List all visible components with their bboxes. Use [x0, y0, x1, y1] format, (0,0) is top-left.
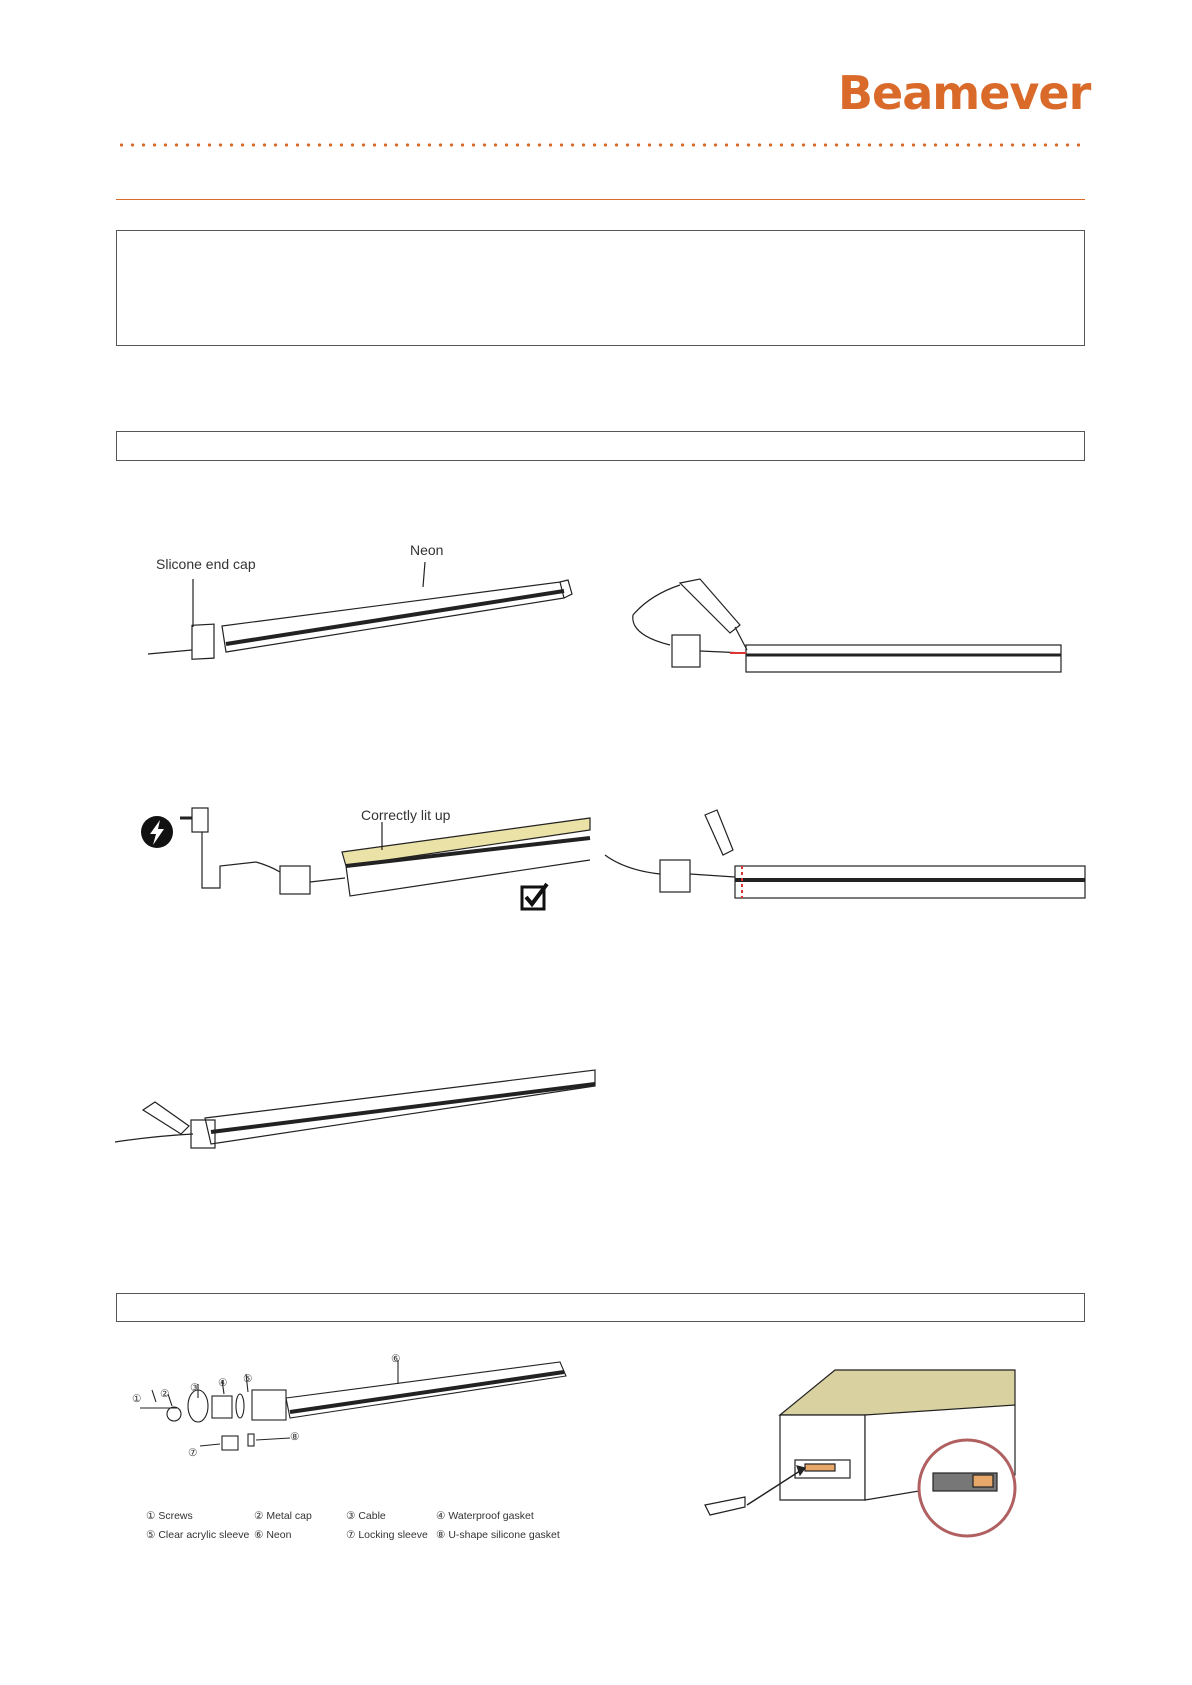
legend-1: ① Screws	[146, 1510, 193, 1522]
figure-profile-detail	[705, 1365, 1025, 1545]
legend-6: ⑥ Neon	[254, 1529, 292, 1541]
callout-7: ⑦	[188, 1447, 198, 1459]
figure-parts-exploded	[130, 1350, 590, 1490]
intro-box	[116, 230, 1085, 346]
dotted-divider	[116, 143, 1086, 147]
callout-3: ③	[190, 1382, 200, 1394]
legend-8: ⑧ U-shape silicone gasket	[436, 1529, 560, 1541]
neon-label: Neon	[410, 542, 444, 558]
callout-6: ⑥	[391, 1353, 401, 1365]
legend-2: ② Metal cap	[254, 1510, 312, 1522]
callout-5: ⑤	[243, 1373, 253, 1385]
figure-end-cap-neon	[140, 560, 610, 700]
section-header-box-2	[116, 1293, 1085, 1322]
end-cap-label: Slicone end cap	[156, 556, 256, 572]
legend-7: ⑦ Locking sleeve	[346, 1529, 428, 1541]
checkbox-check-icon	[519, 882, 549, 912]
legend-5: ⑤ Clear acrylic sleeve	[146, 1529, 250, 1541]
figure-seal-end	[115, 1060, 595, 1160]
header-rule	[116, 199, 1085, 200]
section-header-box-1	[116, 431, 1085, 461]
brand-logo: Beamever	[838, 66, 1091, 120]
callout-2: ②	[160, 1388, 170, 1400]
correctly-lit-label: Correctly lit up	[361, 807, 451, 823]
legend-3: ③ Cable	[346, 1510, 386, 1522]
legend-4: ④ Waterproof gasket	[436, 1510, 534, 1522]
callout-1: ①	[132, 1393, 142, 1405]
callout-4: ④	[218, 1377, 228, 1389]
lightning-icon	[140, 815, 174, 849]
figure-glue-end	[605, 810, 1085, 905]
callout-8: ⑧	[290, 1431, 300, 1443]
figure-soldering	[630, 575, 1070, 685]
